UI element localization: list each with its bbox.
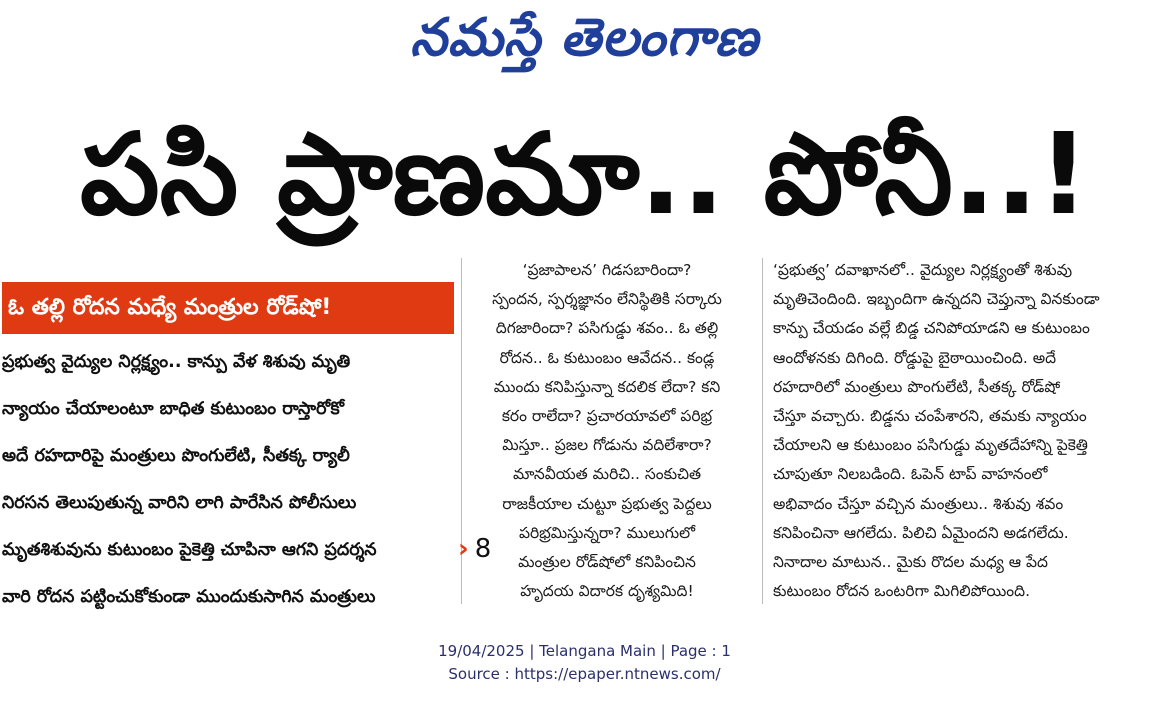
text-line: ‘ప్రజాపాలన’ గిడసబారిందా? (522, 261, 692, 279)
footer-edition-line: 19/04/2025 | Telangana Main | Page : 1 (438, 642, 731, 660)
footer (0, 640, 1169, 686)
text-line: పరిభ్రమిస్తున్నరా? ములుగులో (518, 523, 696, 542)
headline: పసి ప్రాణమా.. పోనీ..! (79, 110, 1090, 240)
article-column-intro (468, 256, 746, 606)
text-line: చేయాలని ఆ కుటుంబం పసిగుడ్డు మృతదేహాన్ని పైకెత్తి (773, 436, 1088, 455)
bullet-item: ప్రభుత్వ వైద్యుల నిర్లక్ష్యం.. కాన్పు వేళ శిశువు మృతి (2, 352, 351, 372)
text-line: చూపుతూ నిలబడింది. ఓపెన్ టాప్ వాహనంలో (773, 465, 1048, 484)
page-ref-number: 8 (474, 534, 492, 564)
text-line: హృదయ విదారక దృశ్యమిది! (520, 582, 694, 601)
text-line: ముందు కనిపిస్తున్నా కదలిక లేదా? కని (493, 377, 721, 396)
text-line: చేస్తూ వచ్చారు. బిడ్డను చంపేశారని, తమకు న్యాయం (773, 407, 1087, 426)
text-line: కాన్పు చేయడం వల్లే బిడ్డ చనిపోయాడని ఆ కుటుంబం (773, 319, 1090, 338)
text-line: కరం రాలేదా? ప్రచారయావలో పరిభ్ర (501, 407, 713, 426)
text-line: కుటుంబం రోదన ఒంటరిగా మిగిలిపోయింది. (773, 582, 1031, 601)
bullet-item: నిరసన తెలుపుతున్న వారిని లాగి పారేసిన పోలీసులు (2, 493, 357, 513)
page-reference (458, 534, 491, 564)
text-line: మిస్తూ.. ప్రజల గోడును వదిలేశారా? (502, 436, 712, 455)
subhead-banner: ఓ తల్లి రోదన మధ్యే మంత్రుల రోడ్‌షో! (2, 282, 454, 334)
bullet-item: మృతశిశువును కుటుంబం పైకెత్తి చూపినా ఆగని ప్రదర్శన (2, 540, 377, 560)
text-line: స్పందన, స్పర్శజ్ఞానం లేనిస్థితికి సర్కారు (492, 290, 722, 309)
text-line: ‘ప్రభుత్వ’ దవాఖానలో.. వైద్యుల నిర్లక్ష్యంతో శిశువు (773, 261, 1073, 279)
text-line: రాజకీయాల చుట్టూ ప్రభుత్వ పెద్దలు (502, 494, 712, 513)
text-line: కనిపించినా ఆగలేదు. పిలిచి ఏమైందని అడగలేదు. (773, 523, 1069, 542)
text-line: రోదన.. ఓ కుటుంబం ఆవేదన.. కండ్ల (499, 348, 715, 367)
article-column-body (773, 256, 1163, 606)
text-line: మంత్రుల రోడ్‌షోలో కనిపించిన (518, 553, 696, 572)
bullet-item: న్యాయం చేయాలంటూ బాధిత కుటుంబం రాస్తారోకో (2, 399, 345, 419)
text-line: అభివాదం చేస్తూ వచ్చిన మంత్రులు.. శిశువు శవం (773, 494, 1064, 513)
column-divider (762, 258, 763, 604)
text-line: నినాదాల మాటున.. మైకు రొదల మధ్య ఆ పేద (773, 553, 1048, 572)
masthead-logo: నమస్తే తెలంగాణ (410, 8, 759, 68)
text-line: మృతిచెందింది. ఇబ్బందిగా ఉన్నదని చెప్తున్నా వినకుండా (773, 290, 1100, 309)
bullet-item: వారి రోదన పట్టించుకోకుండా ముందుకుసాగిన మంత్రులు (2, 587, 376, 607)
text-line: దిగజారిందా? పసిగుడ్డు శవం.. ఓ తల్లి (495, 319, 719, 338)
bullet-list (2, 342, 454, 624)
footer-source-line: Source : https://epaper.ntnews.com/ (448, 665, 721, 683)
text-line: మానవీయత మరిచి.. సంకుచిత (512, 465, 702, 484)
chevron-right-icon: › (458, 534, 469, 564)
text-line: ఆందోళనకు దిగింది. రోడ్డుపై బైఠాయించింది. అదే (773, 348, 1057, 367)
text-line: రహదారిలో మంత్రులు పొంగులేటి, సీతక్క రోడ్‌షో (773, 377, 1061, 396)
bullet-item: అదే రహదారిపై మంత్రులు పొంగులేటి, సీతక్క ర్యాలీ (2, 446, 350, 466)
